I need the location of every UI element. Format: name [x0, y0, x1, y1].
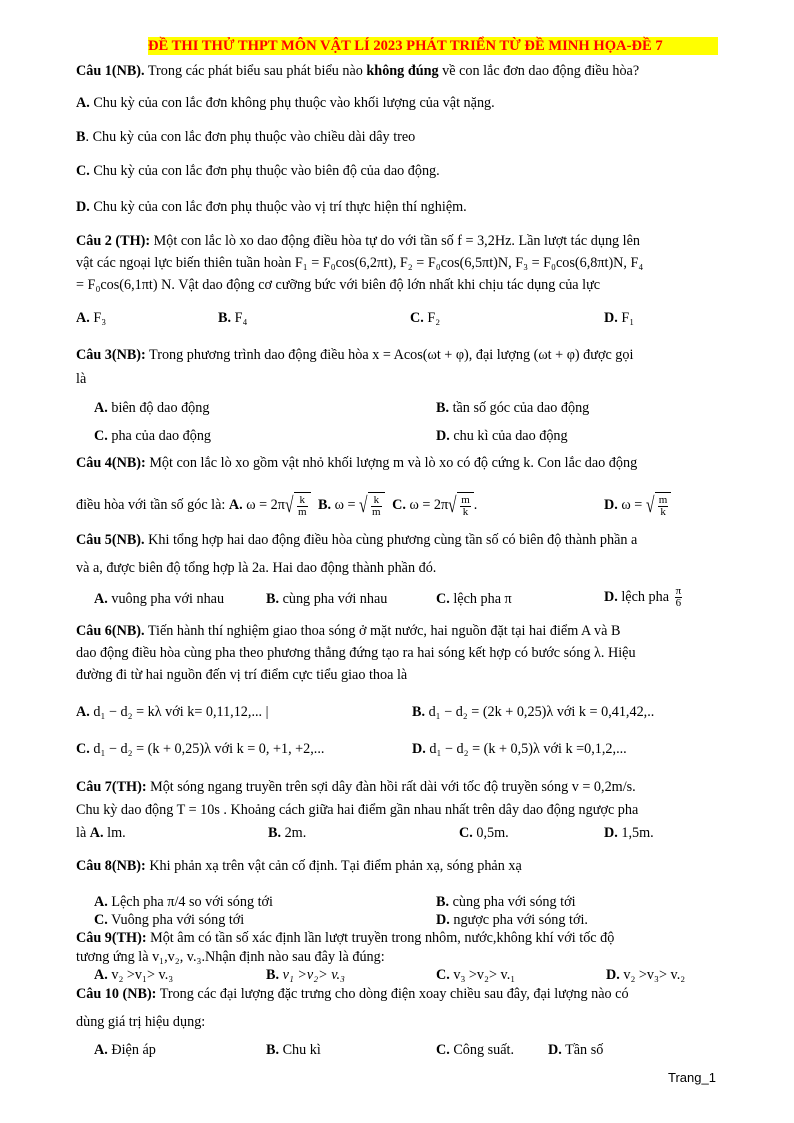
option-text: cùng pha với nhau [279, 591, 388, 607]
option-label: C. [76, 163, 90, 179]
q6-option-a [76, 703, 268, 721]
question-6 [76, 622, 720, 640]
fraction-numerator: k [371, 495, 382, 507]
option-label: D. [436, 428, 450, 444]
q2-option-b [218, 309, 247, 327]
option-label: C. [94, 428, 108, 444]
q8-option-c [94, 911, 244, 929]
option-label: A. [76, 704, 90, 720]
option-text: Chu kì [279, 1042, 321, 1058]
q2-option-c [410, 309, 440, 327]
question-text: Trong các đại lượng đặc trưng cho dòng điện xoay chiều sau đây, đại lượng nào có [156, 986, 629, 1002]
option-text: Công suất. [449, 1042, 515, 1058]
question-label: Câu 6(NB). [76, 623, 145, 639]
question-1 [76, 62, 720, 80]
q1-option-a [76, 94, 720, 112]
q2-option-d [604, 309, 634, 327]
option-text: Chu kỳ của con lắc đơn phụ thuộc vào biên độ của dao động. [89, 163, 440, 179]
q2-option-a [76, 309, 106, 327]
fraction-numerator: m [461, 494, 470, 507]
option-label: B. [218, 310, 232, 326]
option-label: C. [94, 912, 108, 928]
question-text: Một âm có tần số xác định lần lượt truyền trong nhôm, nước,không khí với tốc độ [146, 930, 615, 946]
formula-text: d₁ − d₂ = (k + 0,5)λ [425, 741, 540, 757]
option-label: D. [604, 589, 618, 605]
q3-option-c [94, 427, 211, 445]
option-label: B. [266, 591, 280, 607]
option-text: ngược pha với sóng tới. [449, 912, 588, 928]
option-text: Lệch pha π/4 so với sóng tới [107, 894, 274, 910]
option-label: C. [392, 497, 406, 513]
option-label: A. [94, 1042, 108, 1058]
option-text: với k = 0, +1, +2,... [210, 741, 325, 757]
q1-option-c [76, 162, 720, 180]
exam-title: ĐỀ THI THỬ THPT MÔN VẬT LÍ 2023 PHÁT TRIỂN TỪ ĐỀ MINH HỌA-ĐỀ 7 [148, 37, 718, 55]
q7-option-a [76, 824, 126, 842]
option-text: F₃ [89, 310, 107, 326]
q5-option-c [436, 590, 512, 608]
question-text: Khi tổng hợp hai dao động điều hòa cùng phương cùng tần số có biên độ thành phần a [144, 532, 638, 548]
question-text: là [76, 371, 87, 387]
option-label: B. [266, 1042, 280, 1058]
formula-text: ω = 2π [242, 497, 285, 513]
option-text: 0,5m. [472, 825, 509, 841]
option-text: v₁ >v₂> v.₃ [279, 967, 345, 983]
q3-option-b [436, 399, 589, 417]
option-text: F₂ [423, 310, 441, 326]
option-text: F₁ [617, 310, 635, 326]
formula-text: ω = [617, 497, 646, 513]
fraction-denominator: 6 [675, 597, 682, 610]
option-label: B. [318, 497, 332, 513]
option-text: lm. [103, 825, 126, 841]
option-label: D. [606, 967, 620, 983]
option-label: B. [436, 400, 450, 416]
question-text: = F₀cos(6,1πt) N. Vật dao động cơ cưỡng bức với biên độ lớn nhất khi chịu tác dụng của lực [76, 277, 601, 293]
q6-option-d [412, 740, 627, 758]
question-10 [76, 985, 720, 1003]
q6-option-b [412, 703, 654, 721]
option-label: C. [410, 310, 424, 326]
question-label: Câu 10 (NB): [76, 986, 157, 1002]
q8-option-d [436, 911, 588, 929]
option-label: A. [94, 400, 108, 416]
q1-option-b [76, 128, 720, 146]
formula-text: d₁ − d₂ = (k + 0,25)λ [89, 741, 211, 757]
question-3 [76, 346, 720, 364]
option-label: B. [266, 967, 280, 983]
q3-option-d [436, 427, 568, 445]
option-label: D. [548, 1042, 562, 1058]
option-text: với k = 0,41,42,.. [553, 704, 655, 720]
option-label: B. [436, 894, 450, 910]
q5-option-a [94, 590, 224, 608]
question-text: Một con lắc lò xo gồm vật nhỏ khối lượng m và lò xo có độ cứng k. Con lắc dao động [145, 455, 638, 471]
option-text: với k =0,1,2,... [539, 741, 627, 757]
option-label: C. [436, 1042, 450, 1058]
option-label: C. [76, 741, 90, 757]
sqrt-symbol: √ $\frac{k}{m}$ [359, 492, 385, 519]
option-label: B. [412, 704, 426, 720]
question-text: Một con lắc lò xo dao động điều hòa tự do với tần số f = 3,2Hz. Lần lượt tác dụng lên [150, 233, 641, 249]
option-text: lệch pha [617, 589, 673, 605]
fraction-denominator: m [297, 506, 307, 519]
question-text: và a, được biên độ tổng hợp là 2a. Hai dao động thành phần đó. [76, 560, 437, 576]
question-text: đường đi từ hai nguồn đến vị trí điểm cực tiểu giao thoa là [76, 667, 408, 683]
option-label: B. [268, 825, 282, 841]
question-8 [76, 857, 720, 875]
q5-option-b [266, 590, 387, 608]
option-label: D. [76, 199, 90, 215]
question-7 [76, 778, 720, 796]
q8-option-a [94, 893, 273, 911]
option-label: A. [76, 95, 90, 111]
q9-option-d [606, 966, 685, 984]
formula-text: d₁ − d₂ = kλ [89, 704, 162, 720]
option-text: tần số góc của dao động [449, 400, 590, 416]
formula-text: d₁ − d₂ = (2k + 0,25)λ [425, 704, 554, 720]
option-label: A. [94, 894, 108, 910]
sqrt-symbol: √ $\frac{m}{k}$ [448, 492, 474, 519]
q10-option-c [436, 1041, 514, 1059]
option-text: Chu kỳ của con lắc đơn không phụ thuộc vào khối lượng của vật nặng. [89, 95, 495, 111]
question-text: Trong phương trình dao động điều hòa x = Acos(ωt + φ), đại lượng (ωt + φ) được gọi [145, 347, 634, 363]
fraction-denominator: k [462, 506, 469, 519]
question-text: Khi phản xạ trên vật cản cố định. Tại điểm phản xạ, sóng phản xạ [145, 858, 522, 874]
fraction-denominator: m [372, 506, 381, 519]
sqrt-symbol: √ $\frac{k}{m}$ [285, 492, 311, 519]
option-label: A. [94, 591, 108, 607]
option-label: A. [76, 310, 90, 326]
question-5 [76, 531, 720, 549]
option-label: C. [436, 967, 450, 983]
option-label: C. [436, 591, 450, 607]
option-text: cùng pha với sóng tới [449, 894, 576, 910]
option-label: A. [94, 967, 108, 983]
option-label: D. [604, 310, 618, 326]
question-text: Một sóng ngang truyền trên sợi dây đàn hồi rất dài với tốc độ truyền sóng v = 0,2m/s. [146, 779, 636, 795]
option-text: vuông pha với nhau [107, 591, 225, 607]
question-label: Câu 1(NB). [76, 63, 145, 79]
question-9 [76, 929, 720, 947]
question-text: tương ứng là v₁,v₂, v.₃.Nhận định nào sau đây là đúng: [76, 949, 385, 965]
q3-option-a [94, 399, 209, 417]
formula-text: . [473, 497, 478, 513]
option-text: với k= 0,11,12,... | [161, 704, 269, 720]
option-label: C. [459, 825, 473, 841]
q1-option-d [76, 198, 720, 216]
option-text: v₃ >v₂> v.₁ [449, 967, 516, 983]
question-text: về con lắc đơn dao động điều hòa? [438, 63, 640, 79]
option-text: biên độ dao động [107, 400, 210, 416]
option-label: D. [604, 825, 618, 841]
option-label: D. [604, 497, 618, 513]
question-label: Câu 4(NB): [76, 455, 146, 471]
q9-option-c [436, 966, 515, 984]
fraction-numerator: m [658, 494, 668, 507]
formula-text: ω = 2π [405, 497, 449, 513]
option-text: Chu kỳ của con lắc đơn phụ thuộc vào vị trí thực hiện thí nghiệm. [89, 199, 467, 215]
question-4 [76, 454, 720, 472]
option-text: v₂ >v₁> v.₃ [107, 967, 174, 983]
emphasis: không đúng [366, 63, 439, 79]
option-text: v₂ >v₃> v.₂ [619, 967, 686, 983]
q7-option-b [268, 824, 306, 842]
question-text: vật các ngoại lực biến thiên tuần hoàn F₁ = F₀cos(6,2πt), F₂ = F₀cos(6,5πt)N, F₃ = F₀cos(6,8πt)N, F₄ [76, 255, 644, 271]
q5-option-d [604, 584, 684, 610]
q4-option-d [604, 492, 671, 519]
q7-option-d [604, 824, 654, 842]
option-text: chu kì của dao động [449, 428, 568, 444]
option-label: D. [412, 741, 426, 757]
option-text: lệch pha π [449, 591, 512, 607]
q8-option-b [436, 893, 576, 911]
question-text: Chu kỳ dao động T = 10s . Khoảng cách giữa hai điểm gần nhau nhất trên dây dao động ngược pha [76, 802, 639, 818]
option-text: Tần số [561, 1042, 604, 1058]
question-text: Trong các phát biểu sau phát biểu nào [144, 63, 367, 79]
formula-text: ω = [331, 497, 360, 513]
q9-option-b [266, 966, 345, 984]
question-label: Câu 7(TH): [76, 779, 147, 795]
page-number: Trang_1 [668, 1070, 716, 1085]
question-text: là [76, 825, 90, 841]
fraction-numerator: π [675, 585, 682, 598]
fraction-numerator: k [297, 495, 308, 507]
q7-option-c [459, 824, 509, 842]
q10-option-d [548, 1041, 603, 1059]
option-label: A. [228, 497, 243, 513]
fraction-denominator: k [660, 506, 666, 519]
option-text: 2m. [281, 825, 307, 841]
question-2 [76, 232, 720, 250]
question-text: Tiến hành thí nghiệm giao thoa sóng ở mặt nước, hai nguồn đặt tại hai điểm A và B [144, 623, 621, 639]
option-label: A. [89, 825, 104, 841]
question-label: Câu 3(NB): [76, 347, 146, 363]
question-text: dùng giá trị hiệu dụng: [76, 1014, 206, 1030]
question-text: dao động điều hòa cùng pha theo phương thẳng đứng tạo ra hai sóng kết hợp có bước sóng λ. Hiệu [76, 645, 636, 661]
question-text: điều hòa với tần số góc là: [76, 497, 229, 513]
option-text: 1,5m. [617, 825, 654, 841]
question-label: Câu 9(TH): [76, 930, 147, 946]
option-text: Vuông pha với sóng tới [107, 912, 245, 928]
q9-option-a [94, 966, 173, 984]
question-label: Câu 8(NB): [76, 858, 146, 874]
option-label: B [76, 129, 86, 145]
option-text: Điện áp [107, 1042, 156, 1058]
sqrt-symbol: √ $\frac{m}{k}$ [646, 492, 672, 519]
option-label: D. [436, 912, 450, 928]
option-text: . Chu kỳ của con lắc đơn phụ thuộc vào chiều dài dây treo [85, 129, 416, 145]
q10-option-b [266, 1041, 321, 1059]
question-label: Câu 2 (TH): [76, 233, 151, 249]
option-text: F₄ [231, 310, 248, 326]
q10-option-a [94, 1041, 156, 1059]
question-label: Câu 5(NB). [76, 532, 145, 548]
option-text: pha của dao động [107, 428, 212, 444]
q6-option-c [76, 740, 324, 758]
